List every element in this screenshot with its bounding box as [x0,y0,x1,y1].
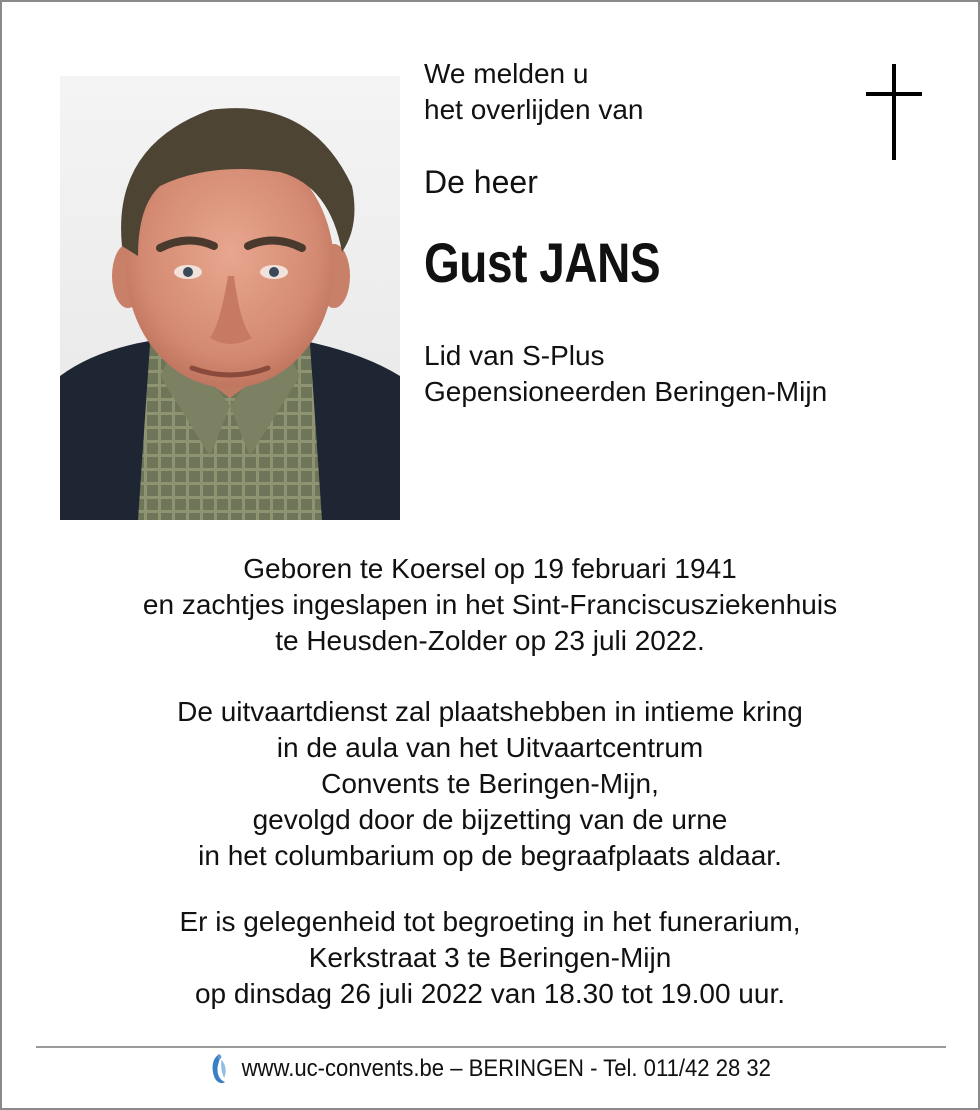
honorific: De heer [424,164,538,200]
birth-death-paragraph [2,551,978,659]
funeral-line: gevolgd door de bijzetting van de urne [252,804,728,835]
funeral-line: Convents te Beringen-Mijn, [321,768,659,799]
intro-line-1: We melden u [424,58,589,89]
funeral-line: in het columbarium op de begraafplaats aldaar. [198,840,782,871]
visitation-line: Er is gelegenheid tot begroeting in het funerarium, [179,906,801,937]
membership-line-1: Lid van S-Plus [424,340,605,371]
footer [2,1052,978,1090]
portrait-photo [60,76,400,520]
visitation-line: Kerkstraat 3 te Beringen-Mijn [308,942,672,973]
funeral-line: De uitvaartdienst zal plaatshebben in intieme kring [177,696,803,727]
funeral-paragraph [2,694,978,874]
visitation-paragraph [2,904,978,1012]
death-line: en zachtjes ingeslapen in het Sint-Franciscusziekenhuis [142,589,838,620]
death-place-line: te Heusden-Zolder op 23 juli 2022. [275,625,705,656]
intro-line-2: het overlijden van [424,94,644,125]
membership [424,338,827,410]
footer-contact: www.uc-convents.be – BERINGEN - Tel. 011/42 28 32 [241,1055,772,1082]
deceased-name: Gust JANS [424,231,661,294]
visitation-line: op dinsdag 26 juli 2022 van 18.30 tot 19.00 uur. [194,978,786,1009]
birth-line: Geboren te Koersel op 19 februari 1941 [243,553,737,584]
footer-divider [36,1046,946,1048]
cross-icon [864,64,924,160]
funeral-home-logo-icon [209,1052,231,1086]
announcement-intro [424,56,643,128]
membership-line-2: Gepensioneerden Beringen-Mijn [424,376,828,407]
funeral-line: in de aula van het Uitvaartcentrum [276,732,704,763]
